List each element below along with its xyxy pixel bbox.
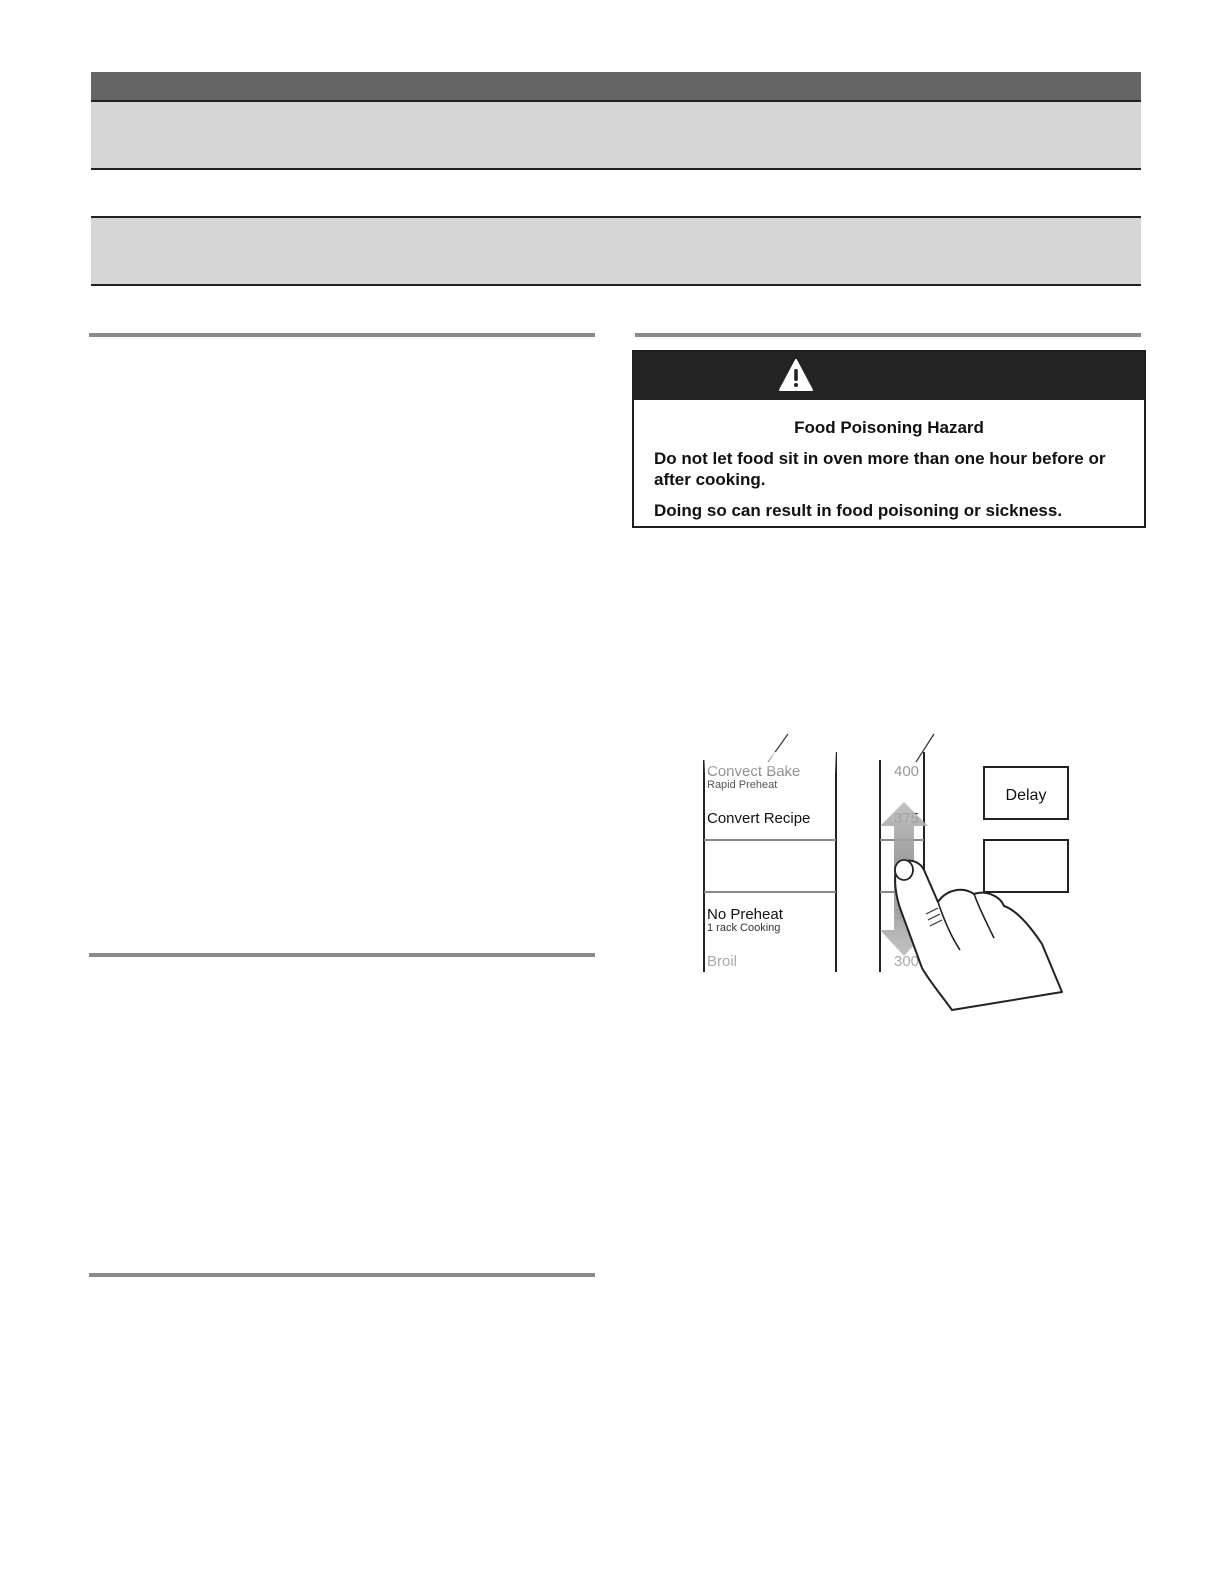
section-rule-left-2 <box>89 953 595 957</box>
temp-item[interactable]: 300 <box>894 953 920 970</box>
section-rule-left-3 <box>89 1273 595 1277</box>
mode-item-broil[interactable]: Broil <box>707 953 738 970</box>
delay-button-label: Delay <box>1005 787 1047 804</box>
warning-text-1: Do not let food sit in oven more than one hour before or after cooking. <box>654 449 1106 489</box>
mode-sub-1-rack: 1 rack Cooking <box>707 922 781 934</box>
section-rule-right-1 <box>635 333 1141 337</box>
warning-header <box>634 352 1144 400</box>
warning-triangle-icon <box>778 358 814 392</box>
table-header-bar <box>91 72 1141 100</box>
table-row-1 <box>91 100 1141 170</box>
secondary-button[interactable] <box>984 840 1068 892</box>
mode-item-no-preheat[interactable]: No Preheat <box>707 906 783 923</box>
table-row-2 <box>91 216 1141 286</box>
control-screen-illustration <box>690 730 1090 1020</box>
temp-item[interactable]: 400 <box>894 763 920 780</box>
section-rule-left-1 <box>89 333 595 337</box>
mode-sub-rapid-preheat: Rapid Preheat <box>707 779 778 791</box>
mode-item-convert-recipe[interactable]: Convert Recipe <box>707 810 811 827</box>
warning-text-2: Doing so can result in food poisoning or sickness. <box>654 501 1063 520</box>
mode-list[interactable] <box>707 763 810 970</box>
warning-box <box>632 350 1146 528</box>
warning-title: Food Poisoning Hazard <box>794 418 984 437</box>
